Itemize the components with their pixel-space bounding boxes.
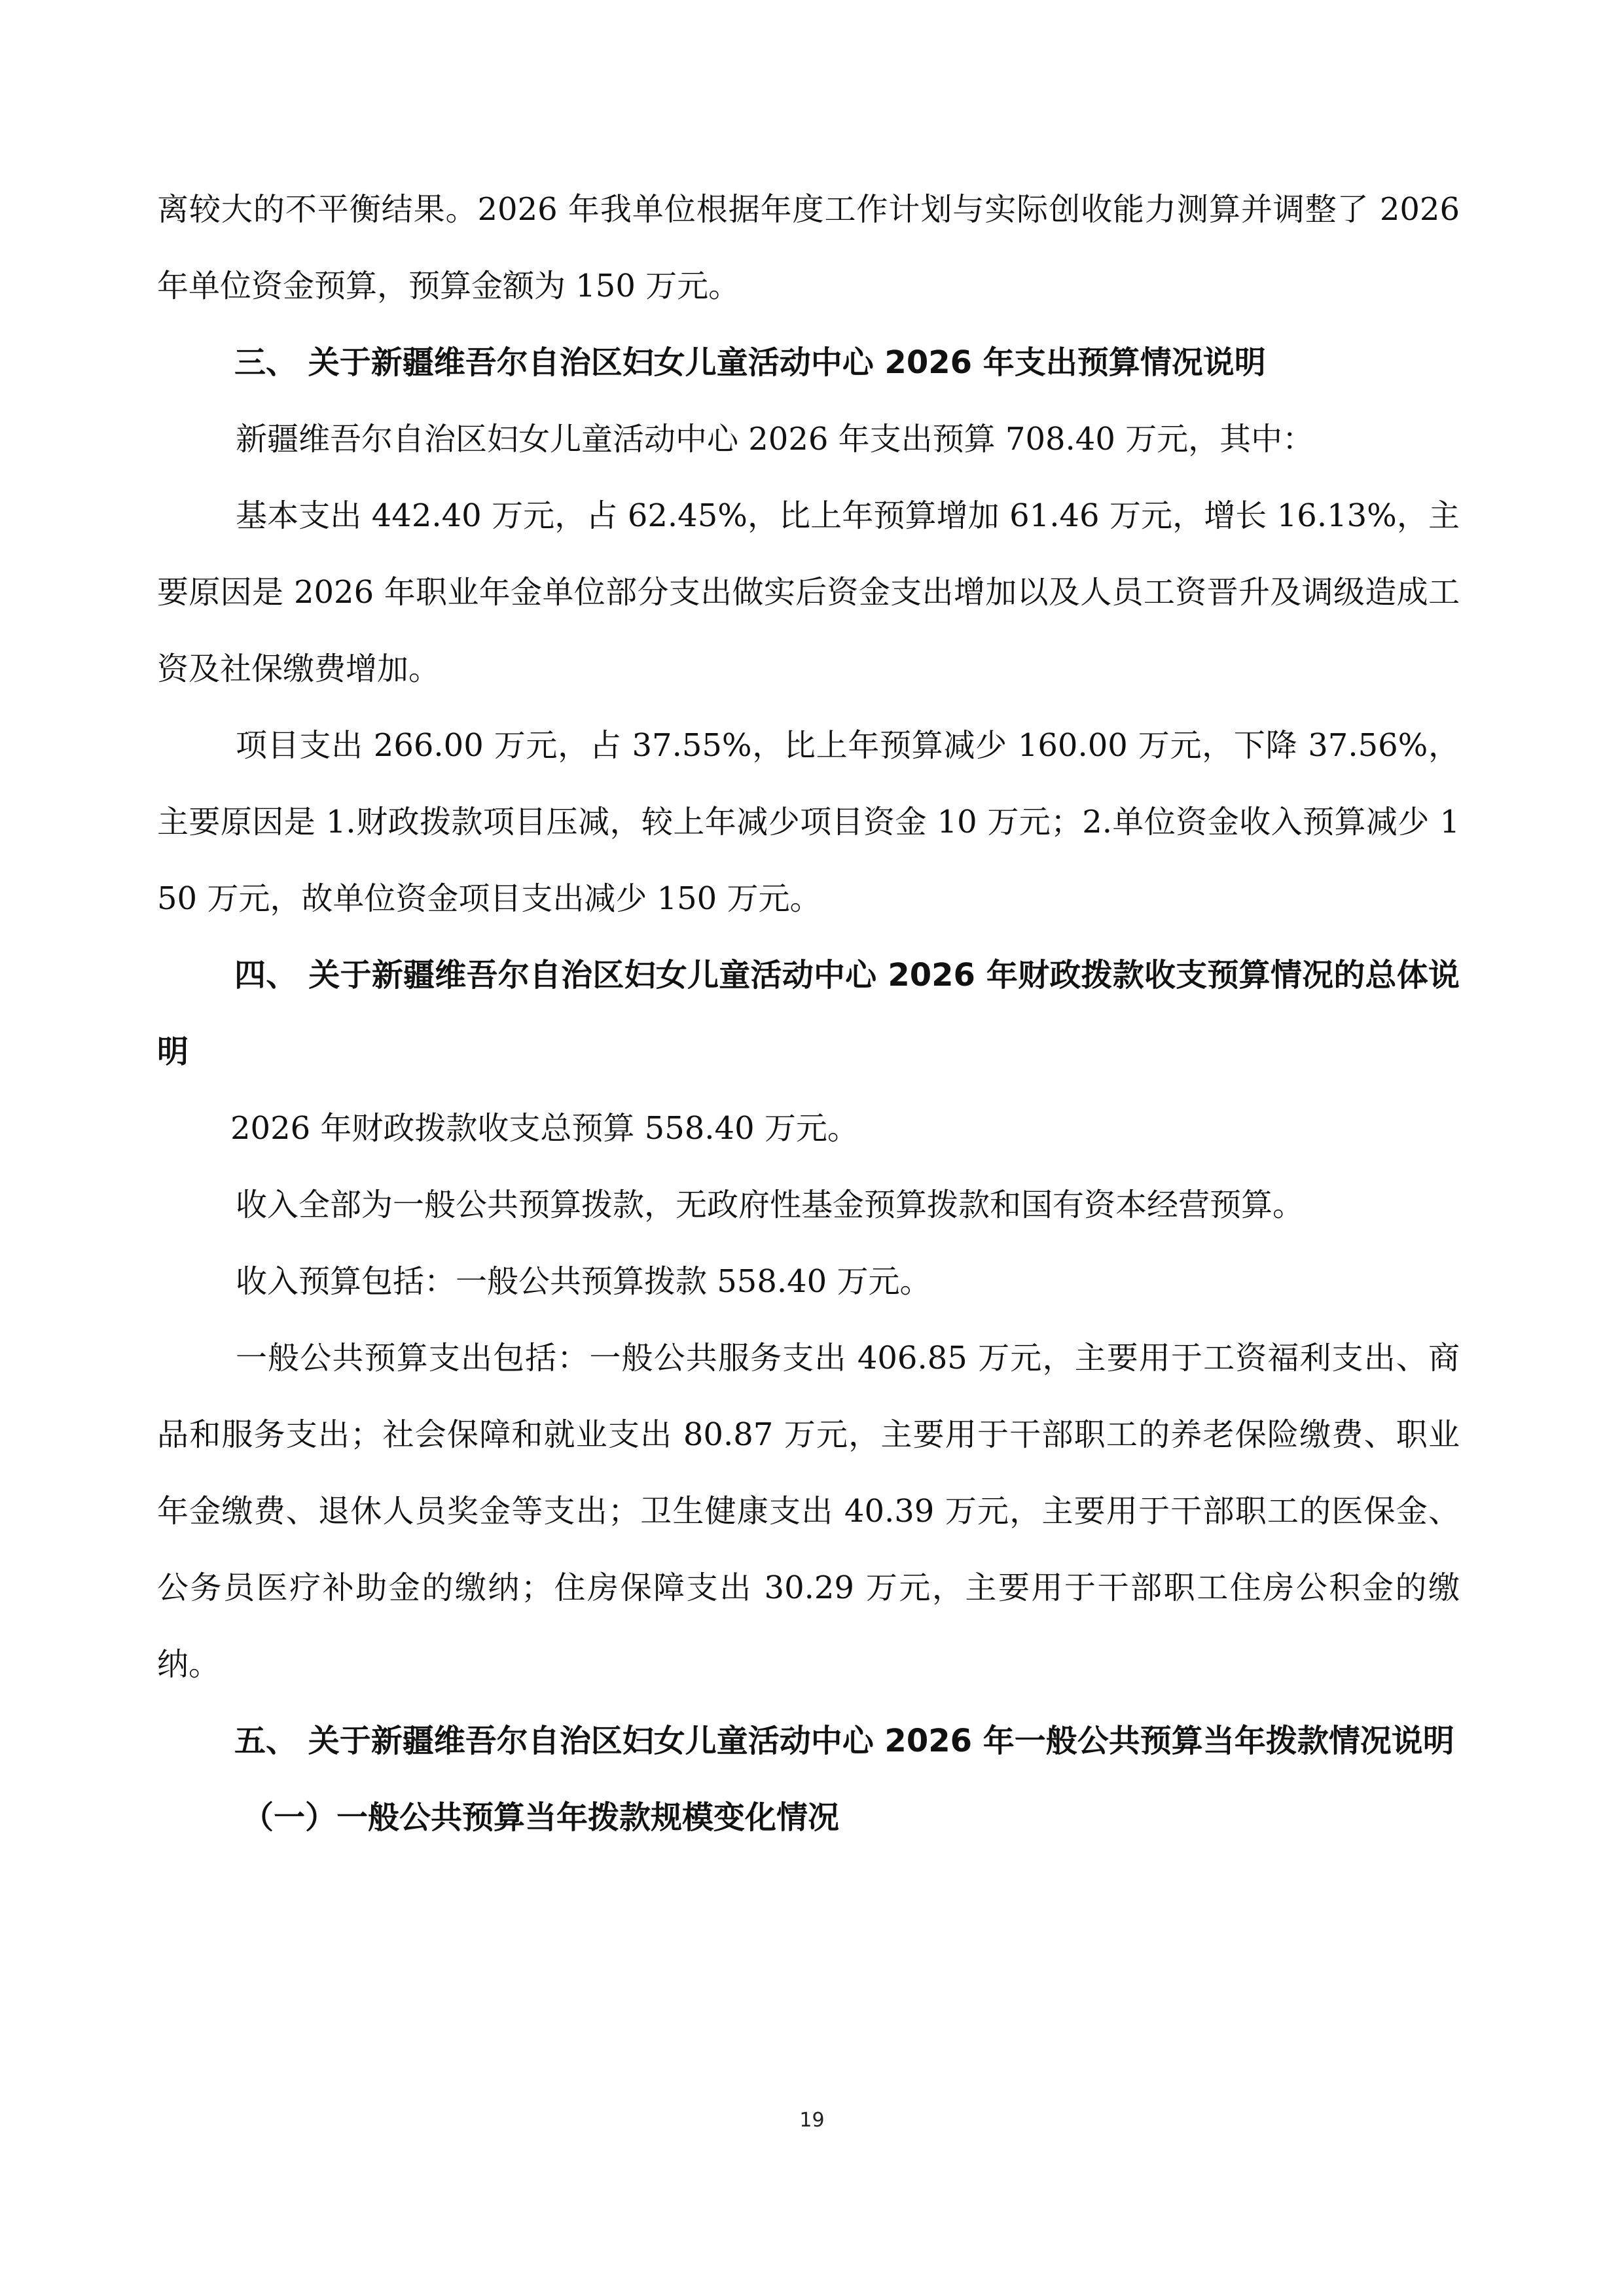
- paragraph-project-expenditure: 项目支出 266.00 万元，占 37.55%，比上年预算减少 160.00 万元，下降 37.56%，主要原因是 1.财政拨款项目压减，较上年减少项目资金 10 万元；2.单位资金收入预算减少 150 万元，故单位资金项目支出减少 150 万元。: [157, 727, 1460, 917]
- paragraph-basic-expenditure: 基本支出 442.40 万元，占 62.45%，比上年预算增加 61.46 万元，增长 16.13%，主要原因是 2026 年职业年金单位部分支出做实后资金支出增加以及人员工资晋升及调级造成工资及社保缴费增加。: [157, 497, 1460, 687]
- section-heading-5: 五、 关于新疆维吾尔自治区妇女儿童活动中心 2026 年一般公共预算当年拨款情况说明: [234, 1723, 1454, 1759]
- paragraph-income-source: 收入全部为一般公共预算拨款，无政府性基金预算拨款和国有资本经营预算。: [236, 1187, 1305, 1223]
- section-heading-3: 三、 关于新疆维吾尔自治区妇女儿童活动中心 2026 年支出预算情况说明: [234, 344, 1266, 381]
- document-body: [157, 171, 1460, 1856]
- paragraph-fiscal-total: 2026 年财政拨款收支总预算 558.40 万元。: [230, 1110, 859, 1147]
- paragraph-general-expenditure: 一般公共预算支出包括：一般公共服务支出 406.85 万元，主要用于工资福利支出、商品和服务支出；社会保障和就业支出 80.87 万元，主要用于干部职工的养老保险缴费、职业年金缴费、退休人员奖金等支出；卫生健康支出 40.39 万元，主要用于干部职工的医保金、公务员医疗补助金的缴纳；住房保障支出 30.29 万元，主要用于干部职工住房公积金的缴纳。: [157, 1340, 1460, 1683]
- subsection-heading-1: （一）一般公共预算当年拨款规模变化情况: [242, 1799, 840, 1836]
- paragraph-income-budget: 收入预算包括：一般公共预算拨款 558.40 万元。: [236, 1263, 931, 1300]
- paragraph-unit-fund-budget: 离较大的不平衡结果。2026 年我单位根据年度工作计划与实际创收能力测算并调整了 2026 年单位资金预算，预算金额为 150 万元。: [157, 191, 1460, 304]
- paragraph-expenditure-total: 新疆维吾尔自治区妇女儿童活动中心 2026 年支出预算 708.40 万元，其中：: [236, 421, 1314, 457]
- section-heading-4: 四、 关于新疆维吾尔自治区妇女儿童活动中心 2026 年财政拨款收支预算情况的总体说明: [157, 957, 1460, 1070]
- page-number: 19: [799, 2109, 825, 2132]
